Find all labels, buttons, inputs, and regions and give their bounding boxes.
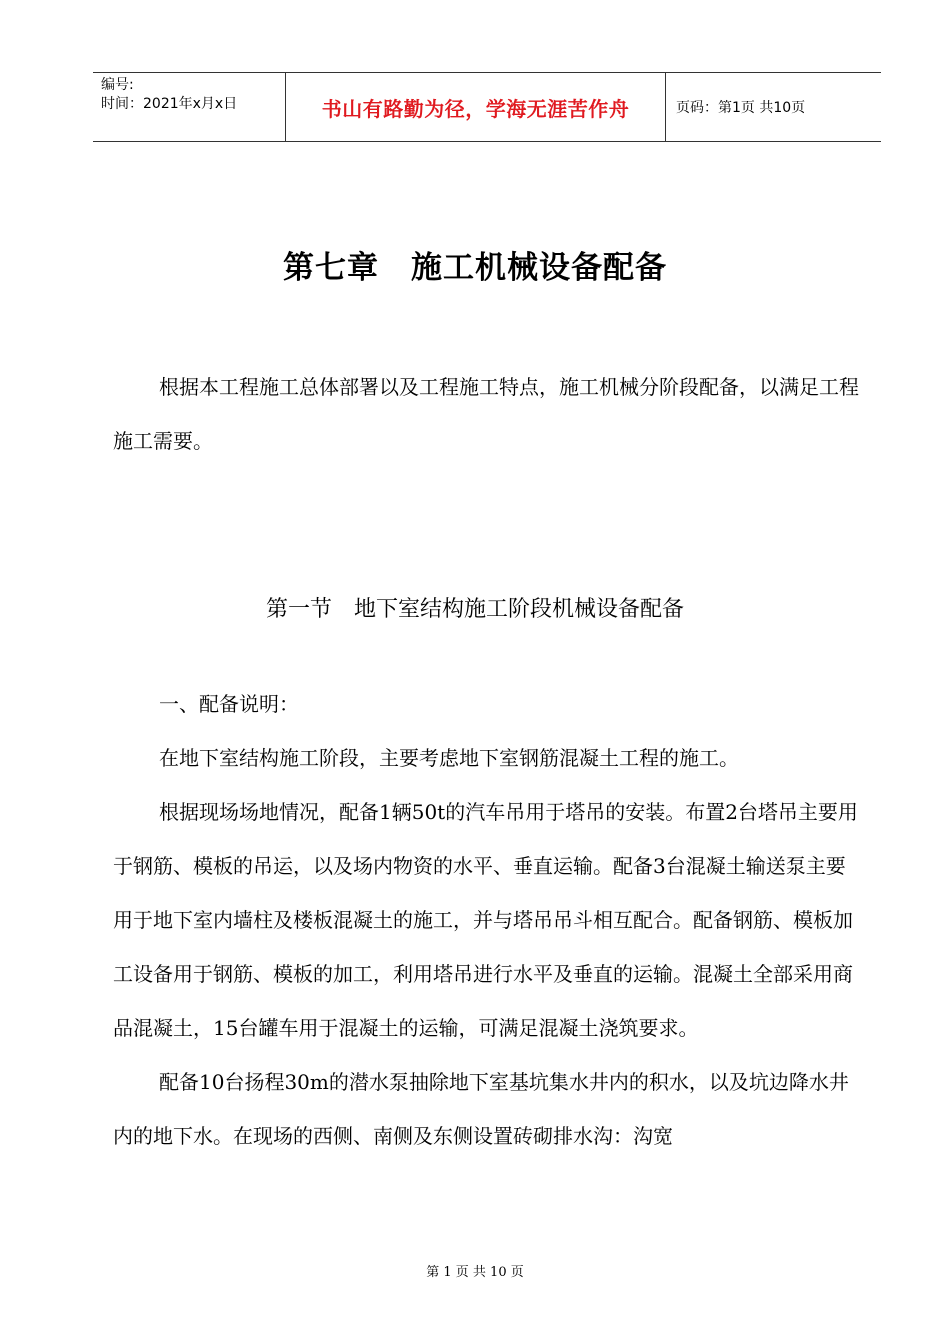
- body-paragraph: 根据现场场地情况，配备1辆50t的汽车吊用于塔吊的安装。布置2台塔吊主要用于钢筋、模板的吊运，以及场内物资的水平、垂直运输。配备3台混凝土输送泵主要用于地下室内墙柱及楼板混凝土的施工，并与塔吊吊斗相互配合。配备钢筋、模板加工设备用于钢筋、模板的加工，利用塔吊进行水平及垂直的运输。混凝土全部采用商品混凝土，15台罐车用于混凝土的运输，可满足混凝土浇筑要求。: [113, 800, 858, 1040]
- date-label: 时间：2021年x月x日: [101, 96, 238, 112]
- subsection-heading: 一、配备说明：: [159, 692, 299, 716]
- body-text: [113, 677, 859, 1163]
- page-header: [93, 72, 881, 142]
- chapter-title: 第七章 施工机械设备配备: [283, 250, 667, 286]
- header-page-info: 页码：第1页 共10页: [676, 100, 806, 116]
- section-title: 第一节 地下室结构施工阶段机械设备配备: [265, 597, 684, 622]
- header-motto: 书山有路勤为径，学海无涯苦作舟: [321, 96, 630, 121]
- header-meta: [93, 73, 285, 141]
- page-footer: 第 1 页 共 10 页: [426, 1265, 524, 1280]
- serial-number-label: 编号:: [101, 77, 134, 93]
- intro-paragraph-block: [113, 360, 859, 468]
- body-paragraph: 配备10台扬程30m的潜水泵抽除地下室基坑集水井内的积水，以及坑边降水井内的地下水。在现场的西侧、南侧及东侧设置砖砌排水沟：沟宽: [113, 1070, 849, 1148]
- intro-paragraph: 根据本工程施工总体部署以及工程施工特点，施工机械分阶段配备，以满足工程施工需要。: [113, 375, 859, 453]
- body-paragraph: 在地下室结构施工阶段，主要考虑地下室钢筋混凝土工程的施工。: [159, 746, 739, 770]
